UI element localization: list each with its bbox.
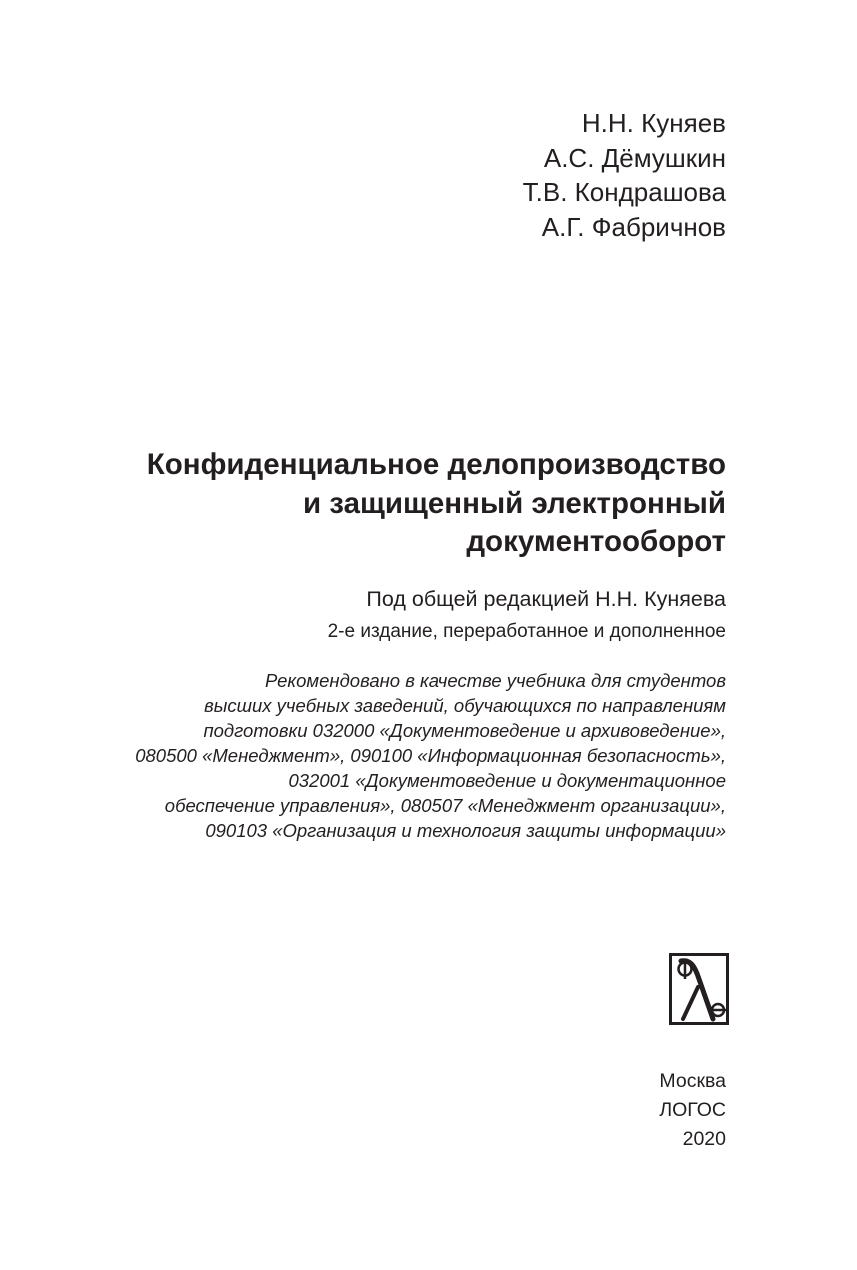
authors-list [523,106,726,244]
book-title-line: Конфиденциальное делопроизводство [146,448,726,481]
recommendation-line: 080500 «Менеджмент», 090100 «Информационная безопасность», [135,745,726,766]
publisher-lambda-logo-icon [669,953,729,1025]
imprint-block [659,1067,726,1154]
edition-line: 2-е издание, переработанное и дополненное [327,621,726,642]
recommendation-line: 090103 «Организация и технология защиты информации» [205,820,726,841]
book-title-line: документооборот [466,525,726,558]
recommendation-block [6,668,726,843]
imprint-city: Москва [659,1070,726,1092]
editor-line: Под общей редакцией Н.Н. Куняева [366,587,726,611]
book-title-line: и защищенный электронный [302,486,726,520]
imprint-publisher: ЛОГОС [659,1099,726,1121]
author-name: Н.Н. Куняев [581,108,726,138]
author-name: Т.В. Кондрашова [522,177,726,207]
author-name: А.С. Дёмушкин [543,142,726,173]
book-title [26,446,726,562]
recommendation-line: высших учебных заведений, обучающихся по направлениям [204,695,726,716]
recommendation-line: 032001 «Документоведение и документационное [288,770,726,791]
author-name: А.Г. Фабричнов [541,211,726,242]
recommendation-line: Рекомендовано в качестве учебника для студентов [264,670,726,691]
recommendation-line: подготовки 032000 «Документоведение и архивоведение», [203,720,726,741]
imprint-year: 2020 [682,1128,726,1150]
recommendation-line: обеспечение управления», 080507 «Менеджмент организации», [164,795,726,816]
